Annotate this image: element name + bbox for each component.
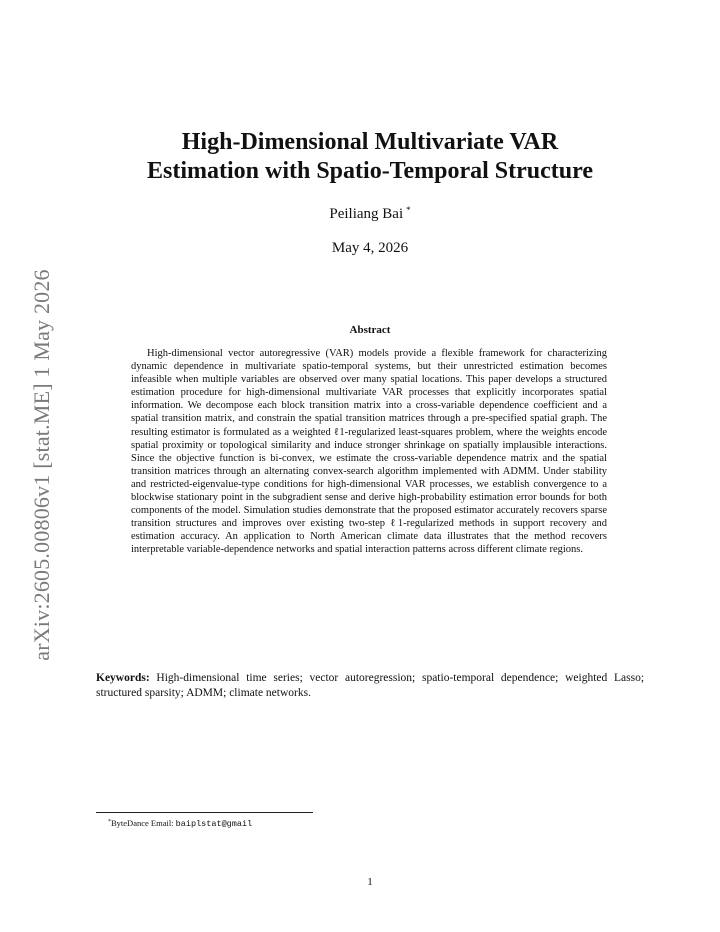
abstract-heading: Abstract [349,324,391,336]
paper-date: May 4, 2026 [331,240,409,256]
title-line-2: Estimation with Spatio-Temporal Structure [146,158,593,184]
arxiv-identifier-stamp: arXiv:2605.00806v1 [stat.ME] 1 May 2026 [29,269,54,661]
footnote-mark: * [108,819,111,825]
author-name: Peiliang Bai [329,206,404,222]
author-line [90,205,650,223]
keywords-text: High-dimensional time series; vector autoregression; spatio-temporal dependence; weighted Lasso; structured sparsity; ADMM; climate networks. [96,672,645,699]
footnote [108,818,252,829]
keywords-paragraph [96,671,644,701]
abstract-body: High-dimensional vector autoregressive (VAR) models provide a flexible framework for characterizing dynamic dependence in multivariate spatio-temporal systems, but their unrestricted estimation becomes infeasible when multiple variables are observed over many spatial locations. This paper develops a structured estimation procedure for high-dimensional multivariate VAR processes that explicitly incorporates spatial information. We decompose each block transition matrix into a cross-variable dependence coefficient and a spatial transition matrix, and constrain the spatial transition matrices through a pre-specified spatial graph. The resulting estimator is formulated as a weighted ℓ1-regularized least-squares problem, where the weights encode spatial proximity or topological similarity and induce stronger shrinkage on spatially implausible interactions. Since the objective function is bi-convex, we estimate the cross-variable dependence matrix and the spatial transition matrices through an alternating convex-search algorithm implemented with ADMM. Under stability and restricted-eigenvalue-type conditions for high-dimensional VAR processes, we establish convergence to a blockwise stationary point in the subgradient sense and derive high-probability estimation error bounds for both components of the model. Simulation studies demonstrate that the proposed estimator accurately recovers sparse transition structures and improves over existing two-step ℓ1-regularized methods in support recovery and estimation accuracy. An application to North American climate data illustrates that the method recovers interpretable variable-dependence networks and spatial interaction patterns across different climate regions. [131,348,607,556]
footnote-text: ByteDance Email: [111,818,176,828]
footnote-email: baiplstat@gmail [175,819,253,829]
keywords-label: Keywords: [96,672,150,684]
page-number: 1 [367,876,373,888]
footnote-rule [96,812,313,813]
author-footnote-mark: * [406,205,411,215]
title-line-1: High-Dimensional Multivariate VAR [181,129,559,155]
paper-title [90,128,650,186]
